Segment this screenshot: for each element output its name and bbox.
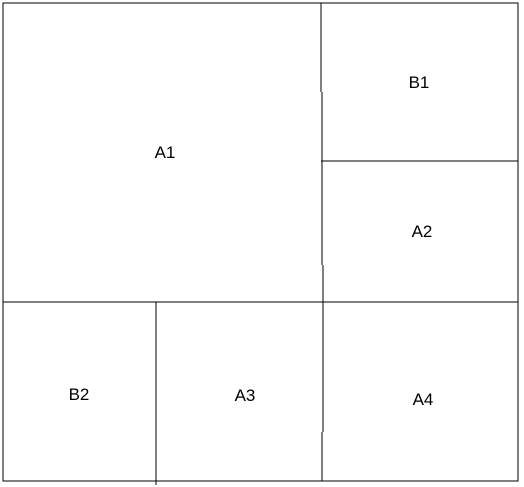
cell-label-a4: A4 (412, 390, 434, 409)
cell-label-a2: A2 (411, 222, 433, 241)
cell-label-b1: B1 (408, 73, 430, 92)
cell-label-a1: A1 (154, 143, 176, 162)
cell-label-a3: A3 (234, 386, 256, 405)
cell-label-b2: B2 (68, 385, 90, 404)
outer-border (3, 3, 518, 481)
